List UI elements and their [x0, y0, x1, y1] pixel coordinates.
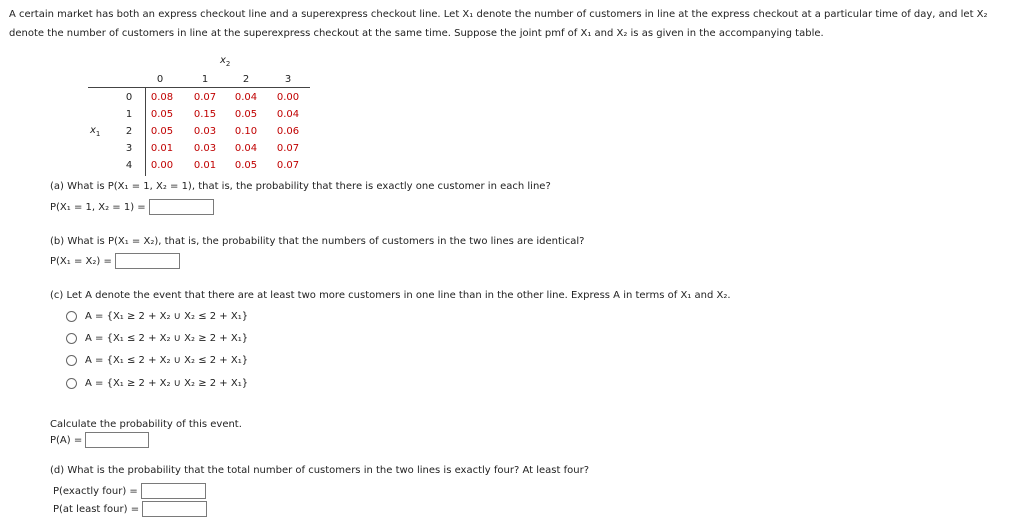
- column-header: 0: [156, 74, 164, 85]
- row-header: 2: [125, 126, 133, 137]
- table-cell: 0.08: [150, 92, 174, 103]
- part-c-answer-row: [50, 432, 149, 448]
- part-d-exactly-row: [53, 483, 206, 499]
- table-cell: 0.15: [193, 109, 217, 120]
- intro-line-1: A certain market has both an express checkout line and a superexpress checkout line. Let X₁ denote the number of customers in line at the express checkout at a particular time of day, and let X₂: [9, 9, 988, 20]
- problem-intro: [9, 5, 1019, 43]
- radio-button[interactable]: [66, 311, 77, 322]
- table-cell: 0.00: [276, 92, 300, 103]
- table-cell: 0.05: [234, 109, 258, 120]
- part-c-option-2[interactable]: [66, 333, 248, 344]
- table-cell: 0.01: [193, 160, 217, 171]
- part-d-atleast-row: [53, 501, 207, 517]
- part-d-atleast-label: P(at least four) =: [53, 504, 140, 515]
- part-c-question: (c) Let A denote the event that there are at least two more customers in one line than in the other line. Express A in terms of X₁ and X₂.: [50, 290, 731, 301]
- part-b-answer-input[interactable]: [115, 253, 180, 269]
- part-a-question: (a) What is P(X₁ = 1, X₂ = 1), that is, the probability that there is exactly one customer in each line?: [50, 181, 551, 192]
- part-a-answer-input[interactable]: [149, 199, 214, 215]
- part-b-answer-row: [50, 253, 180, 269]
- intro-line-2: denote the number of customers in line at the superexpress checkout at the same time. Suppose the joint pmf of X₁ and X₂ is as given in the accompanying table.: [9, 28, 824, 39]
- column-header: 3: [284, 74, 292, 85]
- column-header: 2: [242, 74, 250, 85]
- table-cell: 0.06: [276, 126, 300, 137]
- table-cell: 0.00: [150, 160, 174, 171]
- table-cell: 0.04: [234, 143, 258, 154]
- radio-button[interactable]: [66, 355, 77, 366]
- table-cell: 0.03: [193, 143, 217, 154]
- part-c-option-3[interactable]: [66, 355, 248, 366]
- part-b-question: (b) What is P(X₁ = X₂), that is, the probability that the numbers of customers in the two lines are identical?: [50, 236, 585, 247]
- table-cell: 0.05: [234, 160, 258, 171]
- table-cell: 0.04: [234, 92, 258, 103]
- part-d-exactly-input[interactable]: [141, 483, 206, 499]
- row-header: 3: [125, 143, 133, 154]
- part-c-option-4[interactable]: [66, 378, 248, 389]
- table-cell: 0.05: [150, 126, 174, 137]
- table-cell: 0.10: [234, 126, 258, 137]
- table-cell: 0.07: [276, 143, 300, 154]
- table-cell: 0.03: [193, 126, 217, 137]
- part-d-question: (d) What is the probability that the total number of customers in the two lines is exactly four? At least four?: [50, 465, 589, 476]
- row-header: 0: [125, 92, 133, 103]
- table-cell: 0.04: [276, 109, 300, 120]
- part-a-answer-row: [50, 199, 214, 215]
- part-c-calc-label: Calculate the probability of this event.: [50, 419, 242, 430]
- part-d-exactly-label: P(exactly four) =: [53, 486, 138, 497]
- option-label: A = {X₁ ≥ 2 + X₂ ∪ X₂ ≤ 2 + X₁}: [85, 311, 249, 322]
- row-header: 1: [125, 109, 133, 120]
- table-cell: 0.07: [276, 160, 300, 171]
- part-a-answer-label: P(X₁ = 1, X₂ = 1) =: [50, 202, 146, 213]
- option-label: A = {X₁ ≥ 2 + X₂ ∪ X₂ ≥ 2 + X₁}: [85, 378, 249, 389]
- table-header-divider: [88, 87, 310, 88]
- column-variable-label: $x_2$: [220, 55, 231, 68]
- row-header: 4: [125, 160, 133, 171]
- row-variable-label: $x_1$: [90, 125, 101, 138]
- part-c-answer-input[interactable]: [85, 432, 149, 448]
- column-header: 1: [201, 74, 209, 85]
- table-cell: 0.05: [150, 109, 174, 120]
- part-b-answer-label: P(X₁ = X₂) =: [50, 256, 112, 267]
- part-d-atleast-input[interactable]: [142, 501, 207, 517]
- part-c-option-1[interactable]: [66, 311, 248, 322]
- table-cell: 0.07: [193, 92, 217, 103]
- radio-button[interactable]: [66, 378, 77, 389]
- part-c-answer-label: P(A) =: [50, 435, 83, 446]
- option-label: A = {X₁ ≤ 2 + X₂ ∪ X₂ ≥ 2 + X₁}: [85, 333, 249, 344]
- radio-button[interactable]: [66, 333, 77, 344]
- table-cell: 0.01: [150, 143, 174, 154]
- option-label: A = {X₁ ≤ 2 + X₂ ∪ X₂ ≤ 2 + X₁}: [85, 355, 249, 366]
